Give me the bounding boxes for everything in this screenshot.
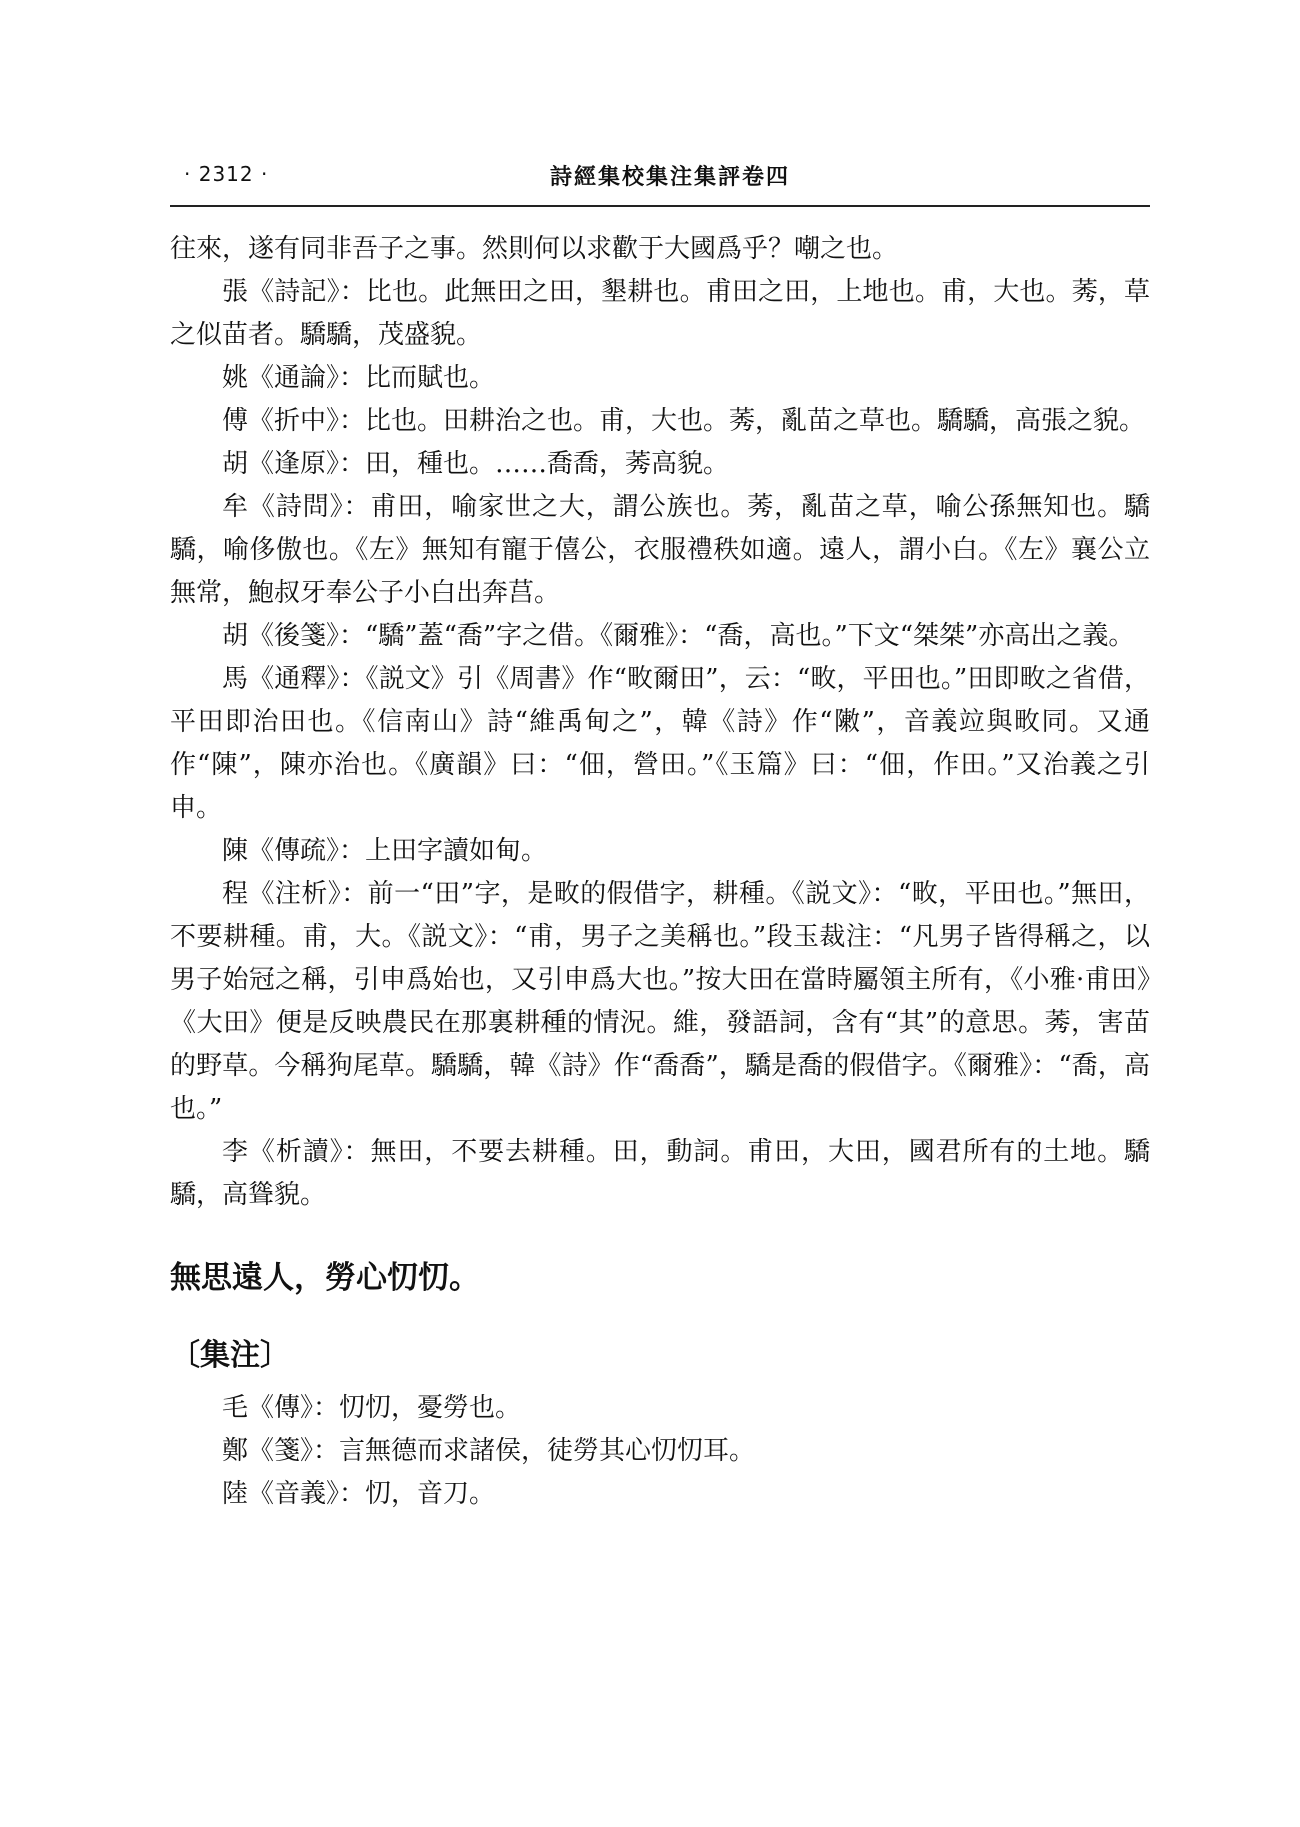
commentary-paragraph: 李《析讀》：無田，不要去耕種。田，動詞。甫田，大田，國君所有的土地。驕驕，高聳貌。	[170, 1137, 1150, 1210]
verse-heading: 無思遠人，勞心忉忉。	[170, 1260, 480, 1296]
commentary-paragraph: 牟《詩問》：甫田，喻家世之大，謂公族也。莠，亂苗之草，喻公孫無知也。驕驕，喻侈傲也。《左》無知有寵于僖公，衣服禮秩如適。遠人，謂小白。《左》襄公立無常，鮑叔牙奉公子小白出奔莒。	[170, 492, 1150, 608]
section-title: 〔集注〕	[170, 1338, 290, 1373]
running-title: 詩經集校集注集評卷四	[550, 164, 791, 190]
header-rule	[170, 205, 1150, 207]
running-header	[170, 158, 1150, 198]
commentary-paragraph: 姚《通論》：比而賦也。	[222, 363, 496, 393]
note-paragraph: 陸《音義》：忉，音刀。	[222, 1479, 496, 1509]
commentary-paragraph: 張《詩記》：比也。此無田之田，墾耕也。甫田之田，上地也。甫，大也。莠，草之似苗者。驕驕，茂盛貌。	[170, 277, 1150, 350]
note-paragraph: 毛《傳》：忉忉，憂勞也。	[222, 1393, 522, 1423]
commentary-paragraph: 陳《傳疏》：上田字讀如甸。	[222, 836, 548, 866]
commentary-paragraph: 馬《通釋》：《説文》引《周書》作“畋爾田”，云：“畋，平田也。”田即畋之省借，平田即治田也。《信南山》詩“維禹甸之”，韓《詩》作“敶”，音義竝與畋同。又通作“陳”，陳亦治也。《廣韻》曰：“佃，營田。”《玉篇》曰：“佃，作田。”又治義之引申。	[170, 664, 1150, 823]
commentary-paragraph: 胡《逢原》：田，種也。……喬喬，莠高貌。	[222, 449, 730, 479]
page-number: · 2312 ·	[184, 162, 269, 186]
commentary-paragraph: 胡《後箋》：“驕”蓋“喬”字之借。《爾雅》：“喬，高也。”下文“桀桀”亦高出之義。	[222, 621, 1135, 651]
paragraph-continued: 往來，遂有同非吾子之事。然則何以求歡于大國爲乎？嘲之也。	[170, 234, 899, 264]
commentary-paragraph: 程《注析》：前一“田”字，是畋的假借字，耕種。《説文》：“畋，平田也。”無田，不要耕種。甫，大。《説文》：“甫，男子之美稱也。”段玉裁注：“凡男子皆得稱之，以男子始冠之稱，引申爲始也，又引申爲大也。”按大田在當時屬領主所有，《小雅·甫田》《大田》便是反映農民在那裏耕種的情況。維，發語詞，含有“其”的意思。莠，害苗的野草。今稱狗尾草。驕驕，韓《詩》作“喬喬”，驕是喬的假借字。《爾雅》：“喬，高也。”	[170, 879, 1150, 1124]
page-body	[170, 228, 1150, 1516]
note-paragraph: 鄭《箋》：言無德而求諸侯，徒勞其心忉忉耳。	[222, 1436, 756, 1466]
commentary-paragraph: 傅《折中》：比也。田耕治之也。甫，大也。莠，亂苗之草也。驕驕，高張之貌。	[222, 406, 1146, 436]
